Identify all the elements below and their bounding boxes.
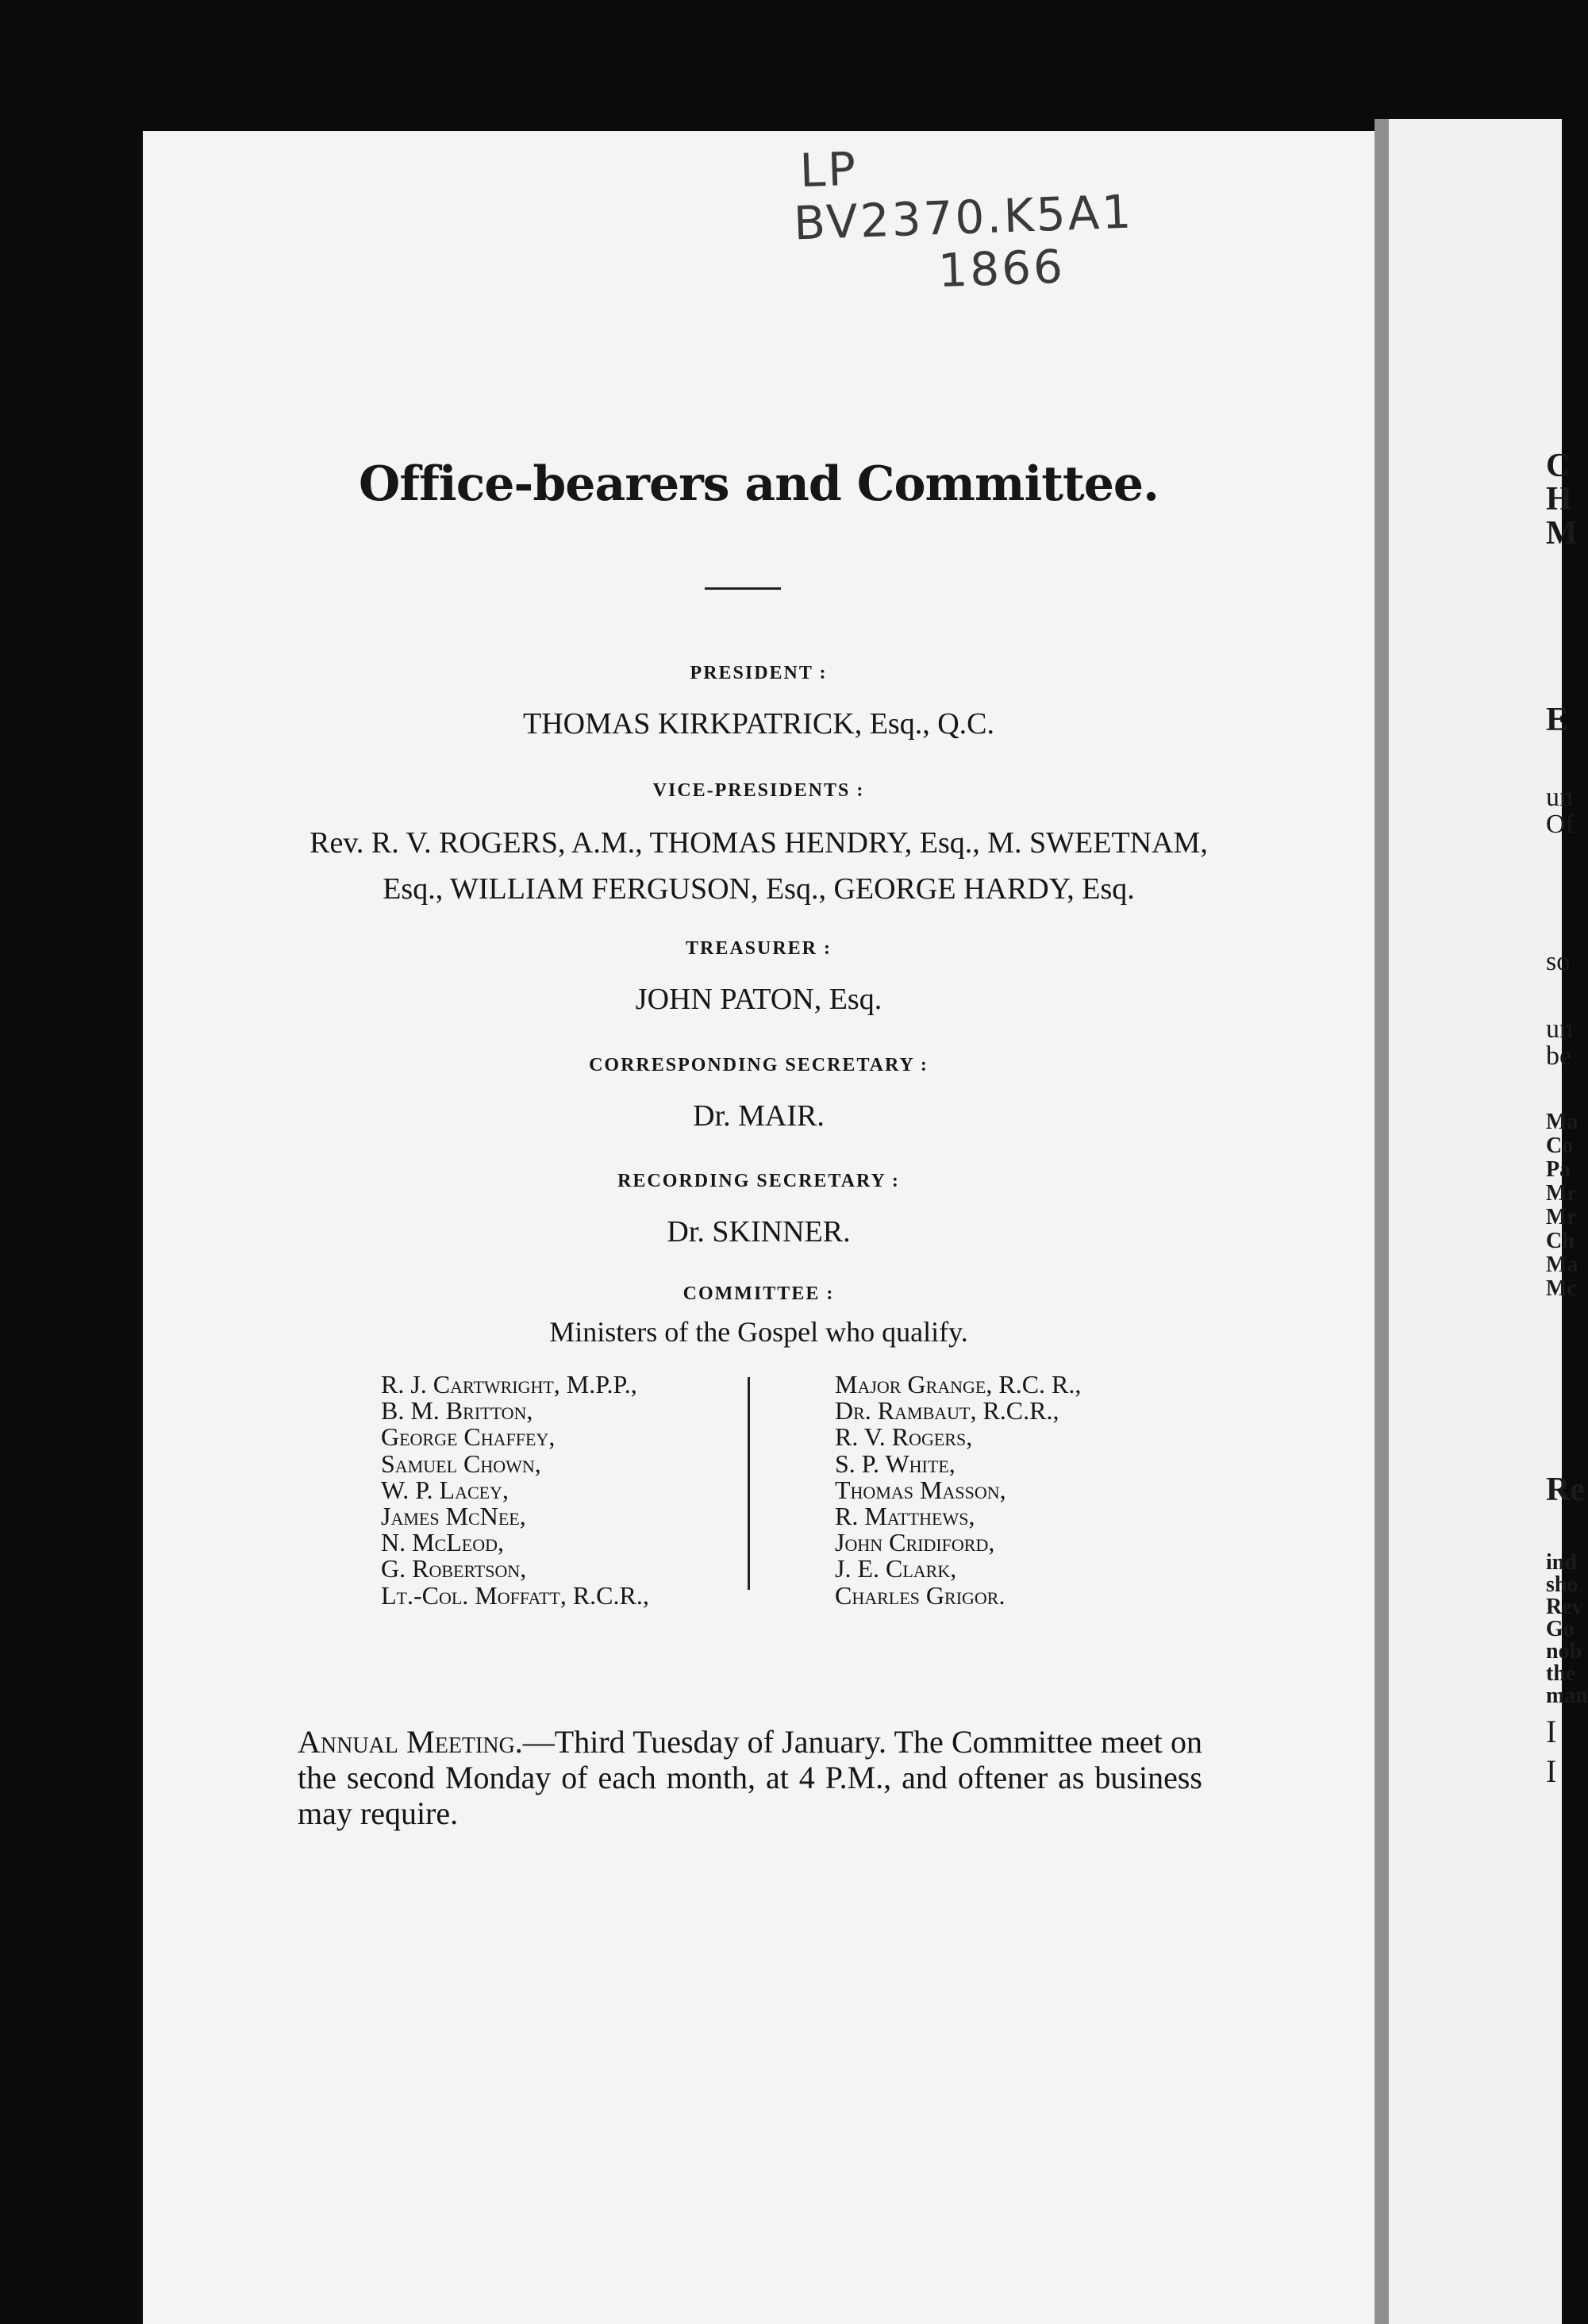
committee-member: Lt.-Col. Moffatt, R.C.R., (381, 1580, 649, 1610)
vice-presidents-line: Rev. R. V. ROGERS, A.M., THOMAS HENDRY, Esq., M. SWEETNAM, (310, 826, 1208, 860)
right-page-fragment: Ma (1546, 1110, 1578, 1134)
committee-member: Major Grange, R.C. R., (835, 1370, 1082, 1399)
annual-meeting-text: —Third Tuesday of January. The Committee meet on the second Monday of each month, at 4 P.M., and oftener as business may require. (298, 1724, 1202, 1831)
right-page-fragment: Of (1546, 810, 1575, 839)
president-label: PRESIDENT : (690, 663, 828, 683)
committee-label: COMMITTEE : (682, 1283, 835, 1304)
vice-presidents-section (143, 775, 1375, 908)
committee-member: W. P. Lacey, (381, 1475, 509, 1504)
right-page-fragment: ind (1546, 1550, 1577, 1575)
committee-member: James McNee, (381, 1502, 526, 1531)
right-page (1389, 119, 1562, 2324)
right-page-fragment: be (1546, 1041, 1572, 1071)
president-name: THOMAS KIRKPATRICK, Esq., Q.C. (522, 707, 994, 741)
right-page-fragment: C (1546, 448, 1571, 484)
right-page-fragment: Mr (1546, 1205, 1577, 1229)
treasurer-label: TREASURER : (685, 938, 832, 959)
right-page-fragment: un (1546, 1014, 1573, 1044)
committee-member: J. E. Clark, (835, 1554, 957, 1583)
right-page-fragment: Mc (1546, 1276, 1577, 1301)
committee-divider (748, 1377, 750, 1590)
president-section (143, 657, 1375, 743)
committee-subtitle: Ministers of the Gospel who qualify. (549, 1316, 968, 1348)
corresponding-secretary-name: Dr. MAIR. (693, 1099, 825, 1133)
corresponding-secretary-label: CORRESPONDING SECRETARY : (589, 1055, 929, 1075)
right-page-fragment: E (1546, 702, 1569, 738)
committee-member: N. McLeod, (381, 1528, 504, 1557)
committee-member: R. J. Cartwright, M.P.P., (381, 1370, 637, 1399)
right-page-fragment: Pa (1546, 1157, 1571, 1182)
committee-member: Thomas Masson, (835, 1475, 1006, 1504)
annual-meeting-paragraph (298, 1724, 1202, 1831)
committee-list-right (835, 1372, 1081, 1609)
recording-secretary-section (143, 1165, 1375, 1251)
vice-presidents-line: Esq., WILLIAM FERGUSON, Esq., GEORGE HARDY, Esq. (383, 872, 1135, 906)
treasurer-section (143, 933, 1375, 1018)
page-gutter (1375, 119, 1389, 2324)
right-page-fragment: un (1546, 783, 1573, 812)
right-page-fragment: sho (1546, 1572, 1578, 1597)
right-page-fragment: so (1546, 947, 1571, 976)
committee-member: B. M. Britton, (381, 1396, 533, 1426)
committee-list-left (381, 1372, 649, 1609)
right-page-fragment: Rev (1546, 1595, 1583, 1619)
committee-member: Dr. Rambaut, R.C.R., (835, 1396, 1059, 1426)
recording-secretary-name: Dr. SKINNER. (667, 1215, 851, 1249)
call-number-line: BV2370.K5A1 (792, 184, 1135, 251)
committee-member: R. Matthews, (835, 1502, 975, 1531)
committee-section (143, 1278, 1375, 1351)
committee-member: George Chaffey, (381, 1422, 556, 1452)
right-page-fragment: Re (1546, 1472, 1585, 1508)
committee-member: John Cridiford, (835, 1528, 995, 1557)
committee-member: Charles Grigor. (835, 1580, 1005, 1610)
right-page-fragment: I (1546, 1714, 1557, 1749)
annual-meeting-lead: Annual Meeting. (298, 1724, 523, 1760)
call-number-handwritten (791, 133, 1136, 302)
right-page-fragment: I (1546, 1753, 1557, 1789)
right-page-fragment: Ch (1546, 1229, 1575, 1253)
right-page-fragment: Co (1546, 1133, 1574, 1158)
recording-secretary-label: RECORDING SECRETARY : (617, 1171, 900, 1191)
committee-member: G. Robertson, (381, 1554, 527, 1583)
call-number-line: 1866 (937, 239, 1067, 298)
committee-member: R. V. Rogers, (835, 1422, 973, 1452)
right-page-fragment: M (1546, 515, 1578, 552)
vice-presidents-label: VICE-PRESIDENTS : (652, 780, 865, 801)
right-page-fragment: Mr (1546, 1181, 1577, 1206)
title-rule (705, 587, 781, 590)
committee-member: Samuel Chown, (381, 1449, 541, 1478)
call-number-line: LP (798, 141, 859, 198)
right-page-fragment: the (1546, 1661, 1576, 1686)
right-page-fragment: Go (1546, 1617, 1575, 1641)
right-page-fragment: nob (1546, 1639, 1582, 1664)
right-page-fragment: man (1546, 1683, 1588, 1708)
corresponding-secretary-section (143, 1049, 1375, 1135)
page-title: Office-bearers and Committee. (359, 456, 1159, 512)
committee-member: S. P. White, (835, 1449, 955, 1478)
treasurer-name: JOHN PATON, Esq. (635, 983, 882, 1016)
right-page-fragment: H (1546, 481, 1572, 518)
right-page-fragment: Ma (1546, 1252, 1578, 1277)
